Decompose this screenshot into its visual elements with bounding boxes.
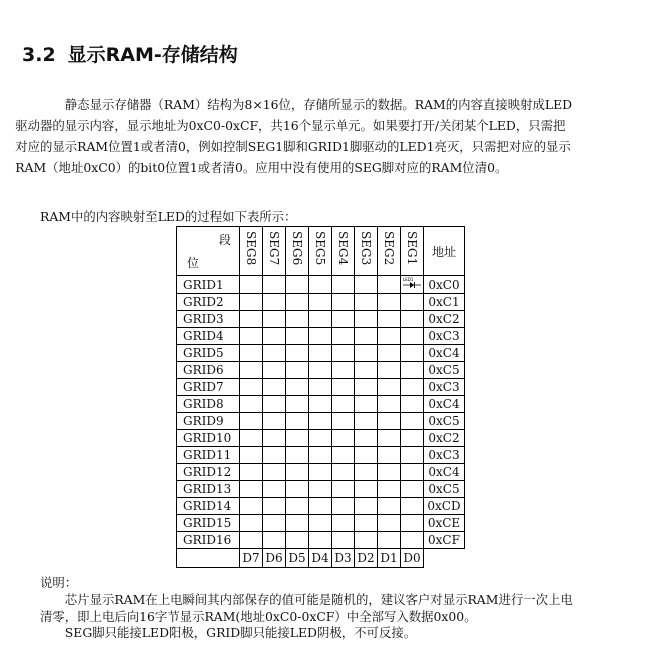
table-row bbox=[177, 294, 465, 311]
ram-bit-cell bbox=[286, 311, 309, 328]
ram-bit-cell bbox=[286, 294, 309, 311]
grid-label: GRID11 bbox=[177, 447, 240, 464]
ram-bit-cell bbox=[240, 294, 263, 311]
ram-bit-cell bbox=[332, 362, 355, 379]
ram-bit-cell bbox=[263, 447, 286, 464]
ram-bit-cell bbox=[332, 430, 355, 447]
ram-bit-cell bbox=[401, 362, 424, 379]
ram-bit-cell bbox=[332, 481, 355, 498]
ram-bit-cell bbox=[332, 311, 355, 328]
address-cell: 0xC4 bbox=[424, 464, 465, 481]
ram-bit-cell bbox=[263, 345, 286, 362]
ram-bit-cell bbox=[309, 345, 332, 362]
ram-bit-cell bbox=[355, 464, 378, 481]
ram-bit-cell bbox=[355, 515, 378, 532]
grid-label: GRID8 bbox=[177, 396, 240, 413]
table-row bbox=[177, 379, 465, 396]
seg-header: SEG3 bbox=[355, 227, 378, 276]
grid-label: GRID12 bbox=[177, 464, 240, 481]
bit-label: D2 bbox=[355, 549, 378, 568]
table-row bbox=[177, 447, 465, 464]
ram-bit-cell bbox=[378, 328, 401, 345]
ram-bit-cell bbox=[332, 379, 355, 396]
address-cell: 0xC5 bbox=[424, 362, 465, 379]
table-row bbox=[177, 464, 465, 481]
ram-bit-cell bbox=[401, 276, 424, 294]
address-cell: 0xC3 bbox=[424, 328, 465, 345]
ram-bit-cell bbox=[378, 481, 401, 498]
ram-bit-cell bbox=[263, 515, 286, 532]
seg-header: SEG5 bbox=[309, 227, 332, 276]
ram-bit-cell bbox=[240, 413, 263, 430]
led-diode-icon bbox=[402, 276, 422, 293]
ram-bit-cell bbox=[378, 464, 401, 481]
bit-label: D7 bbox=[240, 549, 263, 568]
ram-bit-cell bbox=[355, 379, 378, 396]
ram-bit-cell bbox=[355, 481, 378, 498]
ram-bit-cell bbox=[286, 379, 309, 396]
section-heading bbox=[22, 40, 238, 67]
ram-bit-cell bbox=[332, 447, 355, 464]
table-row bbox=[177, 532, 465, 549]
ram-bit-cell bbox=[332, 515, 355, 532]
ram-bit-cell bbox=[240, 481, 263, 498]
ram-bit-cell bbox=[240, 515, 263, 532]
address-cell: 0xC2 bbox=[424, 311, 465, 328]
table-header-row bbox=[177, 227, 465, 276]
ram-bit-cell bbox=[309, 413, 332, 430]
address-cell: 0xC3 bbox=[424, 379, 465, 396]
ram-bit-cell bbox=[355, 430, 378, 447]
grid-label: GRID13 bbox=[177, 481, 240, 498]
ram-bit-cell bbox=[286, 464, 309, 481]
ram-bit-cell bbox=[286, 362, 309, 379]
address-cell: 0xC5 bbox=[424, 413, 465, 430]
ram-bit-cell bbox=[355, 345, 378, 362]
table-row bbox=[177, 515, 465, 532]
ram-bit-cell bbox=[401, 328, 424, 345]
ram-bit-cell bbox=[240, 311, 263, 328]
ram-bit-cell bbox=[401, 396, 424, 413]
ram-bit-cell bbox=[401, 430, 424, 447]
table-row bbox=[177, 498, 465, 515]
notes-label: 说明： bbox=[40, 575, 78, 590]
ram-bit-cell bbox=[378, 362, 401, 379]
ram-bit-cell bbox=[378, 294, 401, 311]
ram-bit-cell bbox=[355, 328, 378, 345]
address-cell: 0xC5 bbox=[424, 481, 465, 498]
bit-label: D0 bbox=[401, 549, 424, 568]
ram-bit-cell bbox=[263, 498, 286, 515]
ram-bit-cell bbox=[240, 498, 263, 515]
ram-bit-cell bbox=[355, 362, 378, 379]
ram-bit-cell bbox=[309, 294, 332, 311]
ram-bit-cell bbox=[240, 447, 263, 464]
ram-bit-cell bbox=[401, 532, 424, 549]
bit-label: D1 bbox=[378, 549, 401, 568]
ram-bit-cell bbox=[355, 294, 378, 311]
grid-label: GRID6 bbox=[177, 362, 240, 379]
address-cell: 0xC0 bbox=[424, 276, 465, 294]
ram-bit-cell bbox=[263, 311, 286, 328]
ram-bit-cell bbox=[378, 430, 401, 447]
grid-label: GRID1 bbox=[177, 276, 240, 294]
ram-bit-cell bbox=[332, 294, 355, 311]
ram-bit-cell bbox=[309, 430, 332, 447]
ram-bit-cell bbox=[378, 379, 401, 396]
ram-bit-cell bbox=[355, 498, 378, 515]
address-cell: 0xCD bbox=[424, 498, 465, 515]
ram-bit-cell bbox=[309, 498, 332, 515]
seg-header: SEG6 bbox=[286, 227, 309, 276]
address-cell: 0xC3 bbox=[424, 447, 465, 464]
address-header: 地址 bbox=[424, 227, 465, 276]
ram-bit-cell bbox=[332, 464, 355, 481]
blank-cell bbox=[424, 549, 465, 568]
bit-label: D3 bbox=[332, 549, 355, 568]
table-row bbox=[177, 276, 465, 294]
ram-mapping-table bbox=[176, 226, 465, 568]
ram-bit-cell bbox=[286, 498, 309, 515]
description-paragraph bbox=[15, 94, 614, 178]
ram-bit-cell bbox=[263, 413, 286, 430]
ram-bit-cell bbox=[378, 498, 401, 515]
ram-bit-cell bbox=[263, 379, 286, 396]
ram-bit-cell bbox=[309, 379, 332, 396]
note-line: 清零，即上电后向16字节显示RAM(地址0xC0-0xCF）中全部写入数据0x00。 bbox=[40, 609, 477, 624]
ram-bit-cell bbox=[263, 276, 286, 294]
ram-bit-cell bbox=[378, 311, 401, 328]
ram-bit-cell bbox=[378, 515, 401, 532]
ram-bit-cell bbox=[240, 532, 263, 549]
grid-label: GRID7 bbox=[177, 379, 240, 396]
table-row bbox=[177, 430, 465, 447]
corner-seg-label: 段 bbox=[218, 233, 231, 247]
ram-bit-cell bbox=[286, 447, 309, 464]
grid-label: GRID2 bbox=[177, 294, 240, 311]
ram-bit-cell bbox=[263, 532, 286, 549]
ram-bit-cell bbox=[309, 464, 332, 481]
ram-bit-cell bbox=[286, 515, 309, 532]
ram-bit-cell bbox=[355, 413, 378, 430]
ram-bit-cell bbox=[401, 447, 424, 464]
ram-bit-cell bbox=[240, 328, 263, 345]
table-row bbox=[177, 328, 465, 345]
grid-label: GRID5 bbox=[177, 345, 240, 362]
bit-label: D4 bbox=[309, 549, 332, 568]
address-cell: 0xCF bbox=[424, 532, 465, 549]
address-cell: 0xC2 bbox=[424, 430, 465, 447]
seg-header: SEG8 bbox=[240, 227, 263, 276]
ram-bit-cell bbox=[309, 447, 332, 464]
ram-bit-cell bbox=[332, 345, 355, 362]
ram-bit-cell bbox=[378, 345, 401, 362]
ram-bit-cell bbox=[240, 276, 263, 294]
corner-cell bbox=[177, 227, 240, 276]
address-cell: 0xC4 bbox=[424, 345, 465, 362]
ram-bit-cell bbox=[355, 447, 378, 464]
ram-bit-cell bbox=[286, 328, 309, 345]
ram-bit-cell bbox=[401, 481, 424, 498]
ram-bit-cell bbox=[355, 311, 378, 328]
table-row bbox=[177, 413, 465, 430]
ram-bit-cell bbox=[401, 294, 424, 311]
ram-bit-cell bbox=[332, 413, 355, 430]
table-row bbox=[177, 345, 465, 362]
grid-label: GRID15 bbox=[177, 515, 240, 532]
seg-header: SEG7 bbox=[263, 227, 286, 276]
ram-bit-cell bbox=[332, 276, 355, 294]
ram-bit-cell bbox=[378, 447, 401, 464]
grid-label: GRID14 bbox=[177, 498, 240, 515]
paragraph-line: 驱动器的显示内容，显示地址为0xC0-0xCF，共16个显示单元。如果要打开/关闭某个LED，只需把 bbox=[15, 118, 566, 133]
grid-label: GRID4 bbox=[177, 328, 240, 345]
grid-label: GRID3 bbox=[177, 311, 240, 328]
ram-bit-cell bbox=[309, 532, 332, 549]
ram-bit-cell bbox=[332, 396, 355, 413]
ram-bit-cell bbox=[286, 276, 309, 294]
ram-bit-cell bbox=[240, 379, 263, 396]
seg-header: SEG1 bbox=[401, 227, 424, 276]
bit-label: D5 bbox=[286, 549, 309, 568]
table-intro: RAM中的内容映射至LED的过程如下表所示： bbox=[40, 209, 297, 224]
bit-row bbox=[177, 549, 465, 568]
paragraph-line: RAM（地址0xC0）的bit0位置1或者清0。应用中没有使用的SEG脚对应的RAM位清0。 bbox=[15, 160, 508, 175]
ram-bit-cell bbox=[309, 515, 332, 532]
section-number: 3.2 bbox=[22, 44, 56, 66]
address-cell: 0xCE bbox=[424, 515, 465, 532]
ram-bit-cell bbox=[378, 532, 401, 549]
ram-bit-cell bbox=[309, 276, 332, 294]
blank-cell bbox=[177, 549, 240, 568]
ram-bit-cell bbox=[401, 498, 424, 515]
ram-bit-cell bbox=[286, 396, 309, 413]
paragraph-line: 静态显示存储器（RAM）结构为8×16位，存储所显示的数据。RAM的内容直接映射成LED bbox=[64, 97, 573, 112]
section-title: 显示RAM-存储结构 bbox=[67, 44, 238, 66]
address-cell: 0xC1 bbox=[424, 294, 465, 311]
paragraph-line: 对应的显示RAM位置1或者清0，例如控制SEG1脚和GRID1脚驱动的LED1亮灭，只需把对应的显示 bbox=[15, 139, 571, 154]
grid-label: GRID16 bbox=[177, 532, 240, 549]
ram-bit-cell bbox=[263, 430, 286, 447]
ram-bit-cell bbox=[378, 276, 401, 294]
ram-bit-cell bbox=[378, 396, 401, 413]
seg-header: SEG2 bbox=[378, 227, 401, 276]
note-line: SEG脚只能接LED阳极，GRID脚只能接LED阴极，不可反接。 bbox=[64, 625, 417, 640]
ram-bit-cell bbox=[378, 413, 401, 430]
led-label: LED1 bbox=[403, 277, 414, 282]
bit-label: D6 bbox=[263, 549, 286, 568]
ram-bit-cell bbox=[240, 464, 263, 481]
ram-bit-cell bbox=[401, 345, 424, 362]
ram-bit-cell bbox=[286, 481, 309, 498]
ram-bit-cell bbox=[355, 532, 378, 549]
table-row bbox=[177, 481, 465, 498]
ram-bit-cell bbox=[263, 362, 286, 379]
ram-bit-cell bbox=[286, 345, 309, 362]
ram-bit-cell bbox=[401, 464, 424, 481]
seg-header: SEG4 bbox=[332, 227, 355, 276]
ram-bit-cell bbox=[240, 396, 263, 413]
ram-bit-cell bbox=[355, 276, 378, 294]
ram-bit-cell bbox=[286, 413, 309, 430]
ram-bit-cell bbox=[401, 515, 424, 532]
ram-bit-cell bbox=[240, 430, 263, 447]
ram-bit-cell bbox=[401, 311, 424, 328]
ram-bit-cell bbox=[401, 413, 424, 430]
grid-label: GRID10 bbox=[177, 430, 240, 447]
ram-bit-cell bbox=[332, 328, 355, 345]
ram-bit-cell bbox=[263, 481, 286, 498]
corner-grid-label: 位 bbox=[187, 256, 200, 270]
ram-bit-cell bbox=[286, 532, 309, 549]
ram-bit-cell bbox=[263, 328, 286, 345]
ram-bit-cell bbox=[240, 345, 263, 362]
address-cell: 0xC4 bbox=[424, 396, 465, 413]
ram-bit-cell bbox=[355, 396, 378, 413]
ram-bit-cell bbox=[263, 464, 286, 481]
table-row bbox=[177, 396, 465, 413]
table-row bbox=[177, 362, 465, 379]
ram-bit-cell bbox=[401, 379, 424, 396]
ram-bit-cell bbox=[332, 498, 355, 515]
grid-label: GRID9 bbox=[177, 413, 240, 430]
ram-bit-cell bbox=[240, 362, 263, 379]
ram-bit-cell bbox=[309, 362, 332, 379]
table-row bbox=[177, 311, 465, 328]
ram-bit-cell bbox=[286, 430, 309, 447]
ram-bit-cell bbox=[309, 311, 332, 328]
ram-bit-cell bbox=[263, 396, 286, 413]
ram-bit-cell bbox=[309, 328, 332, 345]
ram-bit-cell bbox=[263, 294, 286, 311]
note-line: 芯片显示RAM在上电瞬间其内部保存的值可能是随机的，建议客户对显示RAM进行一次上电 bbox=[64, 592, 573, 607]
ram-bit-cell bbox=[309, 481, 332, 498]
ram-bit-cell bbox=[332, 532, 355, 549]
ram-bit-cell bbox=[309, 396, 332, 413]
